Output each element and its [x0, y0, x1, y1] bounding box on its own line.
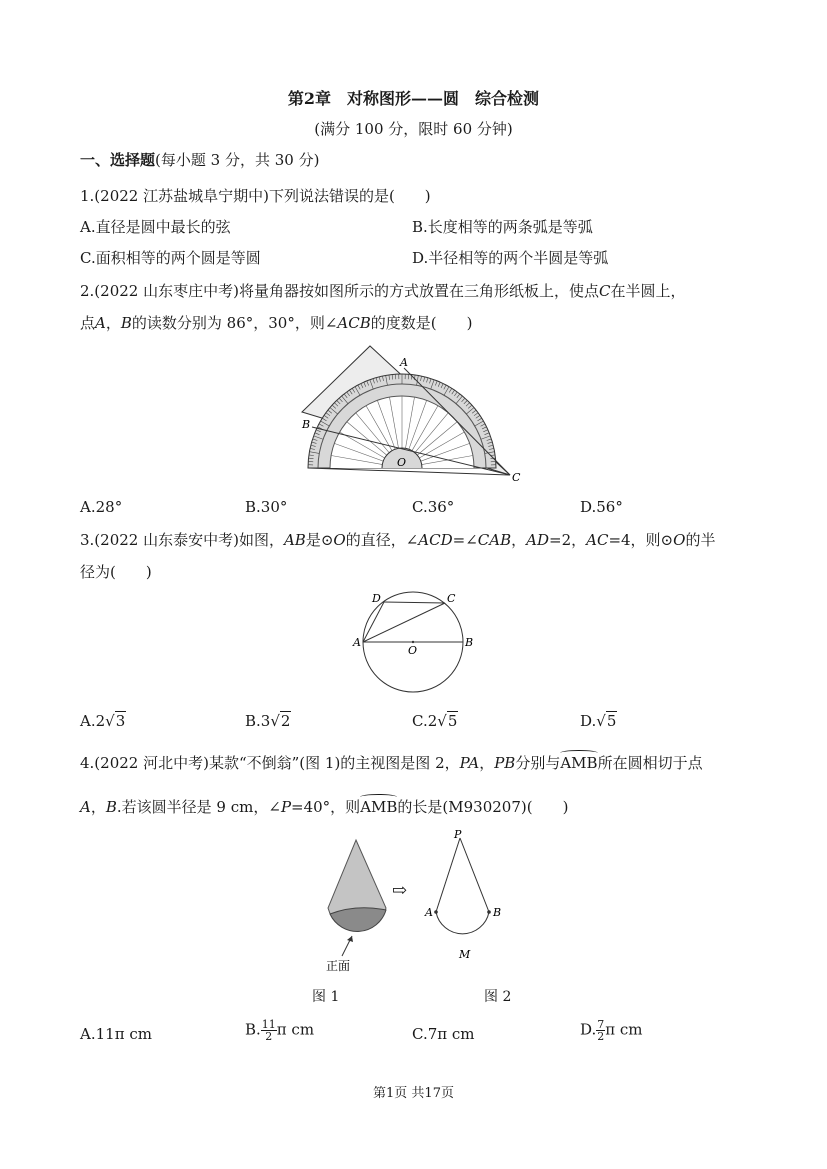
- q4-var-a: A: [80, 798, 91, 816]
- q4-text-e: =40°，则: [291, 798, 361, 816]
- q2-stem-line2: [80, 313, 472, 333]
- q3-circle-figure: [348, 590, 478, 700]
- q4-var-pa: PA: [459, 754, 480, 772]
- q1-option-b: B.长度相等的两条弧是等弧: [412, 218, 593, 236]
- q2-option-a: A.28°: [80, 498, 123, 516]
- q4-option-c: C.7π cm: [412, 1025, 475, 1043]
- q2-stem-line1: [80, 281, 685, 301]
- page-footer: 第1页 共17页: [373, 1086, 454, 1101]
- q1-option-c: C.面积相等的两个圆是等圆: [80, 249, 261, 267]
- q3-var-acd: ACD: [418, 531, 453, 549]
- q3-d-pre: D.: [580, 712, 597, 730]
- fig2-caption: 图 2: [484, 989, 512, 1005]
- q4-b-den: 2: [265, 1030, 273, 1043]
- tumbler-base: [330, 908, 386, 932]
- q4-d-pre: D.: [580, 1020, 597, 1039]
- chord-dc: [384, 602, 445, 603]
- point-b-dot: [487, 910, 491, 914]
- q4-text-d: .若该圆半径是 9 cm，∠: [116, 798, 281, 816]
- q4-frontview-figure: [420, 828, 510, 968]
- q3-stem-line1: [80, 530, 715, 550]
- transform-arrow-icon: ⇨: [392, 880, 408, 901]
- q1-stem: 1.(2022 江苏盐城阜宁期中)下列说法错误的是( ): [80, 187, 431, 205]
- q4-var-p: P: [280, 798, 292, 816]
- section-heading: [80, 150, 319, 170]
- q2-stem-text2c: 的度数是( ): [370, 314, 473, 332]
- q2-stem-text2a: 点: [80, 314, 96, 332]
- point-a-dot: [434, 910, 438, 914]
- q4-d-den: 2: [597, 1030, 605, 1043]
- q2-stem-text-end: 在半圆上，: [610, 282, 686, 300]
- q4-comma2: ，: [90, 798, 106, 816]
- q3-b-pre: B.3: [245, 712, 271, 730]
- q2-stem-text2b: 的读数分别为 86°，30°，则∠: [131, 314, 338, 332]
- q2-option-c: C.36°: [412, 498, 455, 516]
- fig3-label-d: D: [372, 592, 381, 605]
- q4-option-b: [245, 1019, 314, 1042]
- q4-b-pre: B.: [245, 1020, 261, 1039]
- page-subtitle: (满分 100 分，限时 60 分钟): [314, 120, 513, 138]
- fig3-label-c: C: [447, 592, 456, 605]
- q2-var-a: A: [95, 314, 106, 332]
- q4-text-c: 所在圆相切于点: [597, 754, 703, 772]
- q3-a-rad: 3: [115, 712, 126, 730]
- q4-option-a: A.11π cm: [80, 1025, 152, 1043]
- q3-option-d: [580, 711, 617, 731]
- q2-option-b: B.30°: [245, 498, 288, 516]
- sqrt-symbol: √3: [105, 712, 126, 730]
- q3-option-b: [245, 711, 291, 731]
- q4-tumbler-figure: [318, 836, 398, 978]
- q2-option-d: D.56°: [580, 498, 623, 516]
- q3-b-rad: 2: [280, 712, 291, 730]
- q4-b-post: π cm: [276, 1020, 315, 1039]
- q4-text-f: 的长是(M930207)( ): [397, 798, 569, 816]
- q4-stem-line1: [80, 753, 703, 773]
- q4-d-post: π cm: [605, 1020, 643, 1039]
- q1-option-a: A.直径是圆中最长的弦: [80, 218, 231, 236]
- q4-d-fraction: [596, 1019, 605, 1042]
- q3-option-a: [80, 711, 126, 731]
- fig4-label-b: B: [493, 906, 502, 919]
- q4-option-d: [580, 1019, 643, 1042]
- q2-comma: ，: [105, 314, 121, 332]
- q3-var-ac: AC: [586, 531, 609, 549]
- q4-var-b: B: [105, 798, 117, 816]
- q4-text-b: 分别与: [515, 754, 561, 772]
- q1-option-d: D.半径相等的两个半圆是等弧: [412, 249, 609, 267]
- tangent-pb: [460, 838, 489, 912]
- arc-amb: [436, 912, 489, 934]
- fig2-label-o: O: [397, 456, 407, 469]
- q3-text-d: ，: [511, 531, 527, 549]
- center-dot: [412, 641, 414, 643]
- q3-a-pre: A.2: [80, 712, 106, 730]
- tangent-pa: [436, 838, 460, 912]
- q3-var-ab: AB: [283, 531, 306, 549]
- q4-arc-amb: AMB: [560, 754, 598, 772]
- q3-var-ad: AD: [526, 531, 549, 549]
- q3-text-e: =2，: [549, 531, 587, 549]
- q4-var-pb: PB: [494, 754, 516, 772]
- fig1-caption: 图 1: [312, 989, 340, 1005]
- q3-text-c: 的直径，∠: [345, 531, 419, 549]
- fig3-label-o: O: [408, 644, 418, 657]
- sqrt-symbol: √5: [437, 712, 458, 730]
- sqrt-symbol: √5: [596, 712, 617, 730]
- q3-var-o: O: [333, 531, 346, 549]
- fig2-label-c: C: [512, 471, 521, 484]
- fig4-label-m: M: [459, 948, 471, 961]
- q4-stem-line2: [80, 797, 568, 817]
- fig4-label-p: P: [454, 828, 462, 841]
- fig2-label-a: A: [400, 356, 408, 369]
- q3-text-a: 3.(2022 山东泰安中考)如图，: [80, 531, 284, 549]
- q4-comma: ，: [479, 754, 495, 772]
- fig3-label-a: A: [353, 636, 361, 649]
- q3-var-cab: CAB: [477, 531, 512, 549]
- q4-b-fraction: [261, 1019, 277, 1042]
- q3-eq: =∠: [452, 531, 478, 549]
- q3-c-pre: C.2: [412, 712, 438, 730]
- q3-text-g: 的半: [685, 531, 716, 549]
- q4-arc-amb-2: AMB: [360, 798, 398, 816]
- fig4-label-a: A: [425, 906, 433, 919]
- section-note: (每小题 3 分，共 30 分): [155, 151, 320, 169]
- q4-d-num: 7: [597, 1018, 605, 1031]
- q2-protractor-figure: [300, 340, 530, 490]
- q2-var-c: C: [598, 282, 611, 300]
- sqrt-symbol: √2: [270, 712, 291, 730]
- front-label: 正面: [326, 959, 351, 973]
- q3-stem-line2: 径为( ): [80, 563, 152, 581]
- q2-var-acb: ACB: [337, 314, 371, 332]
- q3-text-b: 是⊙: [305, 531, 334, 549]
- q3-d-rad: 5: [606, 712, 617, 730]
- q3-var-o2: O: [673, 531, 686, 549]
- q3-c-rad: 5: [447, 712, 458, 730]
- q2-stem-text: 2.(2022 山东枣庄中考)将量角器按如图所示的方式放置在三角形纸板上，使点: [80, 282, 599, 300]
- page-title: 第2章 对称图形——圆 综合检测: [287, 89, 540, 108]
- q4-text-a: 4.(2022 河北中考)某款“不倒翁”(图 1)的主视图是图 2，: [80, 754, 460, 772]
- protractor-base: [308, 468, 510, 475]
- q4-b-num: 11: [261, 1018, 276, 1031]
- fig3-label-b: B: [465, 636, 474, 649]
- fig2-label-b: B: [302, 418, 311, 431]
- chord-ad: [363, 602, 384, 642]
- q2-var-b: B: [120, 314, 132, 332]
- q3-text-f: =4，则⊙: [608, 531, 674, 549]
- q3-option-c: [412, 711, 458, 731]
- section-title: 一、选择题: [80, 151, 156, 169]
